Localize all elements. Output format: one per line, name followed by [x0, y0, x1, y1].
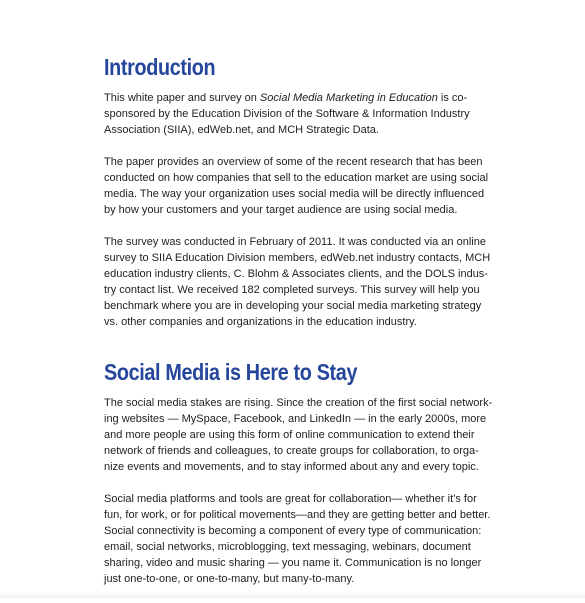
- text-line: Social media platforms and tools are great for collaboration— whether it’s for: [104, 493, 477, 505]
- text-line: vs. other companies and organizations in the education industry.: [104, 316, 417, 328]
- text-line: Social connectivity is becoming a component of every type of communication:: [104, 525, 482, 537]
- text-line: education industry clients, C. Blohm & Associates clients, and the DOLS indus-: [104, 268, 488, 280]
- text-line: sponsored by the Education Division of the Software & Information Industry: [104, 108, 470, 120]
- text-line: ing websites — MySpace, Facebook, and LinkedIn — in the early 2000s, more: [104, 413, 487, 425]
- text-line: [104, 90, 488, 106]
- paragraph: [104, 491, 491, 587]
- introduction-section-body: [104, 90, 491, 330]
- paragraph: [104, 395, 493, 475]
- text-line: media. The way your organization uses social media will be directly influenced: [104, 188, 485, 200]
- text-fragment: is co-: [437, 92, 468, 104]
- text-line: email, social networks, microblogging, text messaging, webinars, document: [104, 541, 471, 553]
- text-line: by how your customers and your target audience are using social media.: [104, 204, 458, 216]
- text-line: The social media stakes are rising. Since the creation of the first social network-: [104, 397, 493, 409]
- text-line: The survey was conducted in February of 2011. It was conducted via an online: [104, 236, 486, 248]
- text-line: and more people are using this form of online communication to extend their: [104, 429, 475, 441]
- text-fragment: This white paper and survey on: [104, 92, 260, 104]
- section-heading-social-media: Social Media is Here to Stay: [104, 359, 358, 385]
- text-line: just one-to-one, or one-to-many, but many-to-many.: [104, 573, 355, 585]
- document-content: [104, 52, 493, 603]
- text-line: network of friends and colleagues, to create groups for collaboration, to orga-: [104, 445, 479, 457]
- text-line: survey to SIIA Education Division members, edWeb.net industry contacts, MCH: [104, 252, 491, 264]
- social-media-section-body: [104, 395, 493, 587]
- section-heading-introduction: Introduction: [104, 54, 216, 80]
- italic-title: Social Media Marketing in Education: [259, 92, 438, 104]
- text-line: The paper provides an overview of some of the recent research that has been: [104, 156, 483, 168]
- text-line: Association (SIIA), edWeb.net, and MCH Strategic Data.: [104, 124, 379, 136]
- paragraph: [104, 154, 488, 218]
- text-line: sharing, video and music sharing — you name it. Communication is no longer: [104, 557, 482, 569]
- paragraph: [104, 234, 491, 330]
- page-bottom-edge: [0, 592, 585, 598]
- paragraph: [104, 90, 488, 138]
- text-line: try contact list. We received 182 completed surveys. This survey will help you: [104, 284, 480, 296]
- text-line: conducted on how companies that sell to the education market are using social: [104, 172, 489, 184]
- text-line: fun, for work, or for political movements—and they are getting better and better.: [104, 509, 491, 521]
- text-line: benchmark where you are in developing your social media marketing strategy: [104, 300, 482, 312]
- text-line: nize events and movements, and to stay informed about any and every topic.: [104, 461, 479, 473]
